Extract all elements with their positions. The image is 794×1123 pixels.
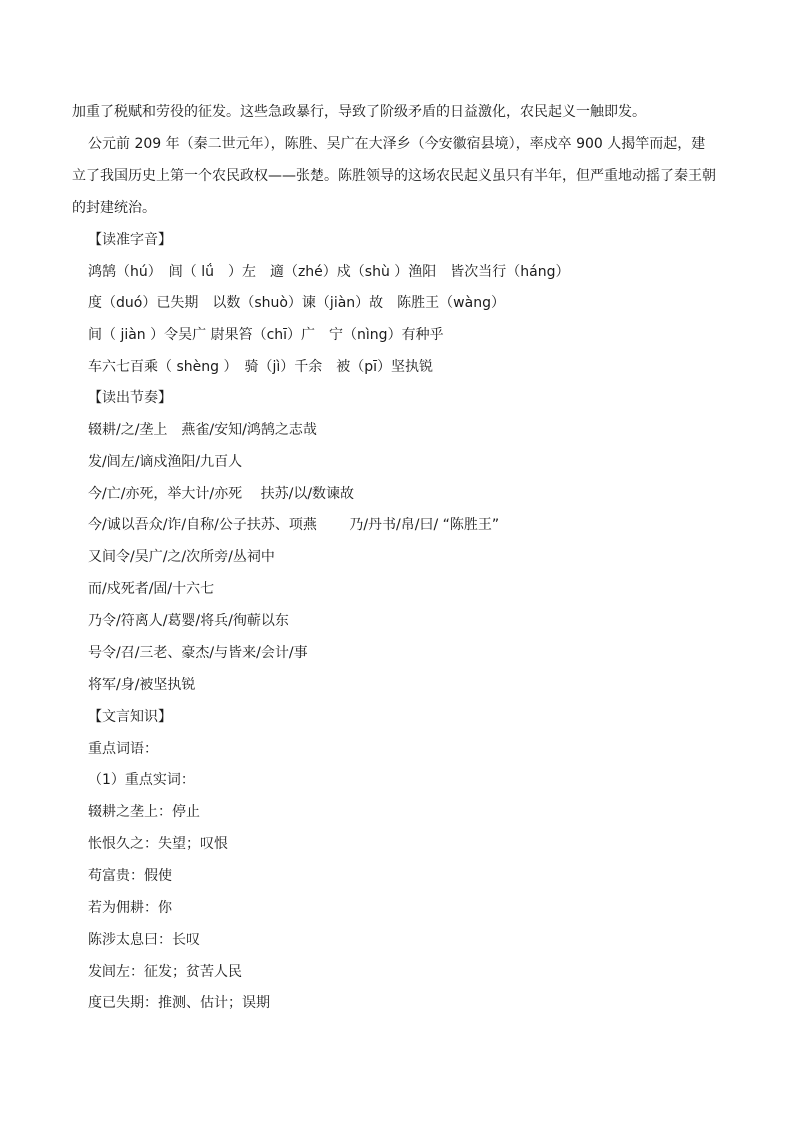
word-definition-item: 若为佣耕：你 [88,900,172,916]
pronunciation-line: 车六七百乘（ shèng ） 骑（jì）千余 被（pī）坚执锐 [88,359,433,375]
rhythm-heading: 【读出节奏】 [88,390,172,406]
rhythm-line: 将军/身/被坚执锐 [88,677,196,693]
pronunciation-heading: 【读准字音】 [88,232,172,248]
rhythm-line: 而/戍死者/固/十六七 [88,581,215,597]
word-definition-item: 辍耕之垄上：停止 [88,804,200,820]
pronunciation-line: 度（duó）已失期 以数（shuò）谏（jiàn）故 陈胜王（wàng） [88,295,505,311]
rhythm-line: 号令/召/三老、豪杰/与皆来/会计/事 [88,645,308,661]
intro-paragraph-1: 加重了税赋和劳役的征发。这些急政暴行，导致了阶级矛盾的日益激化，农民起义一触即发。 [72,104,646,120]
key-words-label: 重点词语： [88,741,158,757]
rhythm-line: 辍耕/之/垄上 燕雀/安知/鸿鹄之志哉 [88,422,317,438]
word-definition-item: 怅恨久之：失望；叹恨 [88,836,228,852]
pronunciation-line: 间（ jiàn ）令吴广 尉果笞（chī）广 宁（nìng）有种乎 [88,327,444,343]
word-definition-item: 发闾左：征发；贫苦人民 [88,964,242,980]
pronunciation-line: 鸿鹄（hú） 闾（ lǘ ）左 適（zhé）戍（shù ）渔阳 皆次当行（háng） [88,264,570,280]
intro-paragraph-2-line-2: 立了我国历史上第一个农民政权——张楚。陈胜领导的这场农民起义虽只有半年，但严重地动摇了秦王朝 [72,168,716,184]
key-content-words-label: （1）重点实词： [88,772,195,788]
word-definition-item: 苟富贵：假使 [88,868,172,884]
word-definition-item: 陈涉太息曰：长叹 [88,932,200,948]
rhythm-line: 又间令/吴广/之/次所旁/丛祠中 [88,549,275,565]
intro-paragraph-2-line-3: 的封建统治。 [72,200,156,216]
rhythm-line: 发/闾左/谪戍渔阳/九百人 [88,454,243,470]
rhythm-line: 乃令/符离人/葛婴/将兵/徇蕲以东 [88,613,289,629]
rhythm-line: 今/亡/亦死，举大计/亦死 扶苏/以/数谏故 [88,486,355,502]
word-definition-item: 度已失期：推测、估计；误期 [88,995,270,1011]
rhythm-line: 今/诚以吾众/诈/自称/公子扶苏、项燕 乃/丹书/帛/曰/ “陈胜王” [88,517,500,533]
intro-paragraph-2-line-1: 公元前 209 年（秦二世元年），陈胜、吴广在大泽乡（今安徽宿县境），率戍卒 900 人揭竿而起，建 [88,136,706,152]
knowledge-heading: 【文言知识】 [88,709,172,725]
